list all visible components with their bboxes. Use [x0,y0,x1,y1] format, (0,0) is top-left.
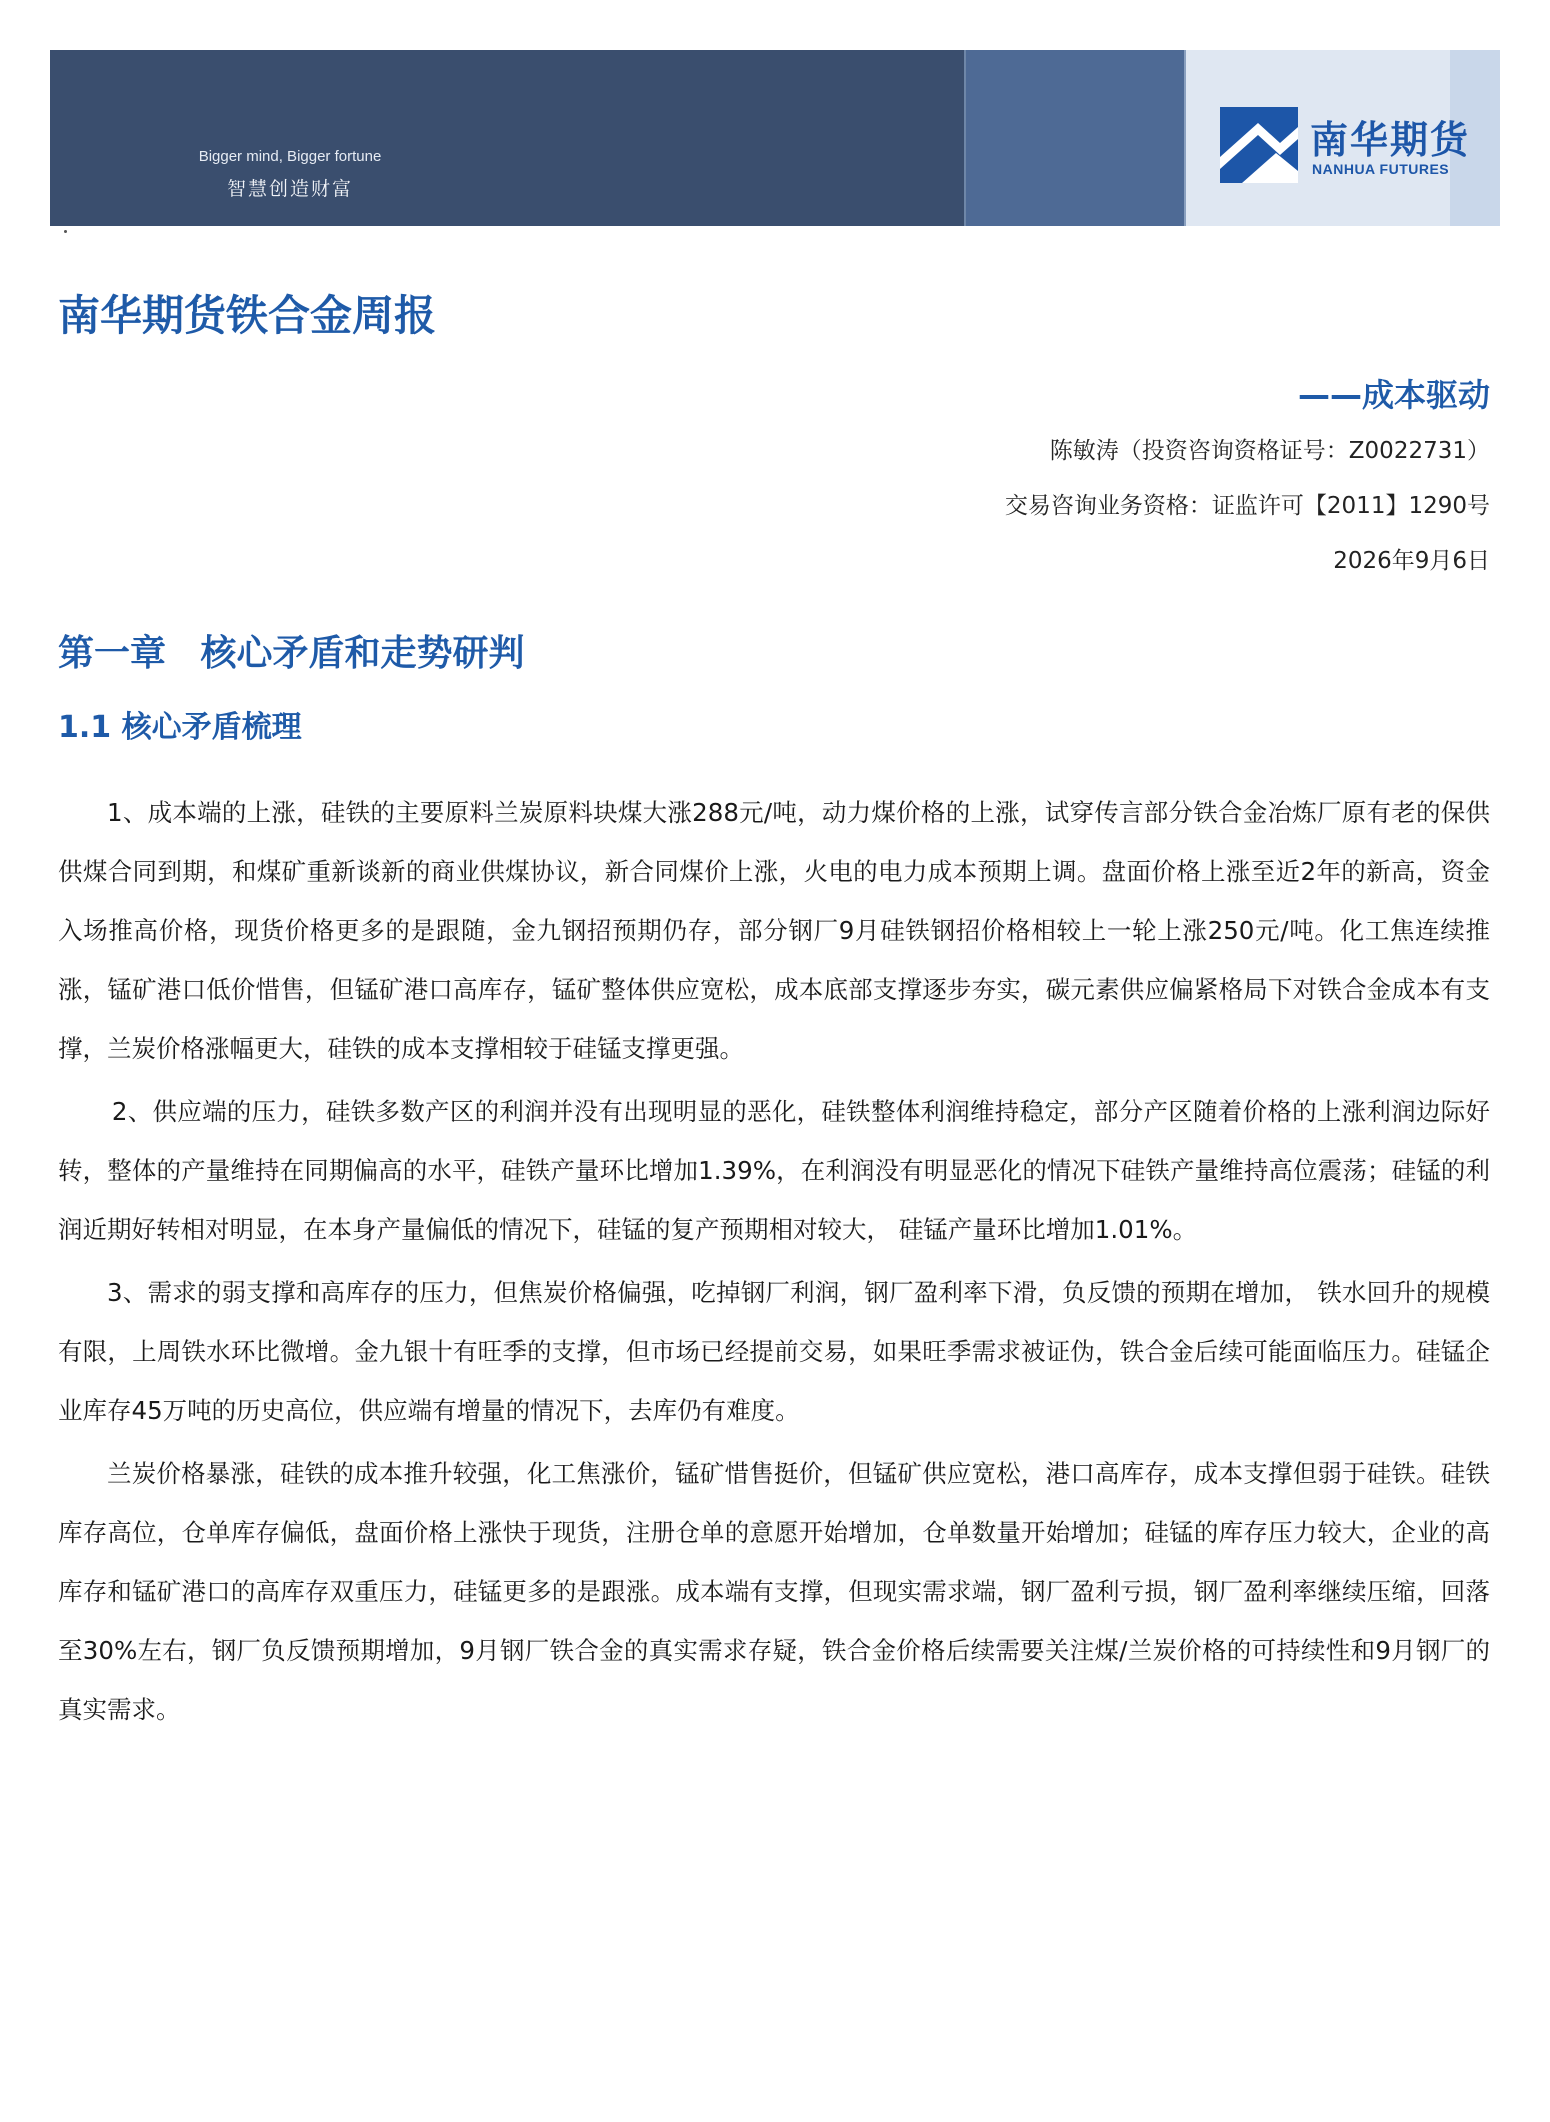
license-line: 交易咨询业务资格：证监许可【2011】1290号 [1004,493,1490,519]
report-subtitle: ——成本驱动 [1297,376,1490,414]
section-heading: 1.1 核心矛盾梳理 [58,710,302,745]
slogan-english: Bigger mind, Bigger fortune [198,148,382,165]
slogan-chinese: 智慧创造财富 [226,178,353,200]
bullet-dot [64,230,67,233]
chapter-heading: 第一章 核心矛盾和走势研判 [58,633,525,674]
company-logo [1218,105,1488,185]
paragraph: 兰炭价格暴涨，硅铁的成本推升较强，化工焦涨价，锰矿惜售挺价，但锰矿供应宽松，港口高库存，成本支撑但弱于硅铁。硅铁库存高位，仓单库存偏低，盘面价格上涨快于现货，注册仓单的意愿开始增加，仓单数量开始增加；硅锰的库存压力较大，企业的高库存和锰矿港口的高库存双重压力，硅锰更多的是跟涨。成本端有支撑，但现实需求端，钢厂盈利亏损，钢厂盈利率继续压缩，回落至30%左右，钢厂负反馈预期增加，9月钢厂铁合金的真实需求存疑，铁合金价格后续需要关注煤/兰炭价格的可持续性和9月钢厂的真实需求。 [58,1459,1490,1724]
banner-stripe [966,50,1184,226]
report-body [58,783,1490,1743]
report-title: 南华期货铁合金周报 [58,291,437,340]
paragraph: 2、供应端的压力，硅铁多数产区的利润并没有出现明显的恶化，硅铁整体利润维持稳定，部分产区随着价格的上涨利润边际好转，整体的产量维持在同期偏高的水平，硅铁产量环比增加1.39%，在利润没有明显恶化的情况下硅铁产量维持高位震荡；硅锰的利润近期好转相对明显，在本身产量偏低的情况下，硅锰的复产预期相对较大， 硅锰产量环比增加1.01%。 [58,1097,1490,1244]
paragraph: 3、需求的弱支撑和高库存的压力，但焦炭价格偏强，吃掉钢厂利润，钢厂盈利率下滑，负反馈的预期在增加， 铁水回升的规模有限，上周铁水环比微增。金九银十有旺季的支撑，但市场已经提前交易，如果旺季需求被证伪，铁合金后续可能面临压力。硅锰企业库存45万吨的历史高位，供应端有增量的情况下，去库仍有难度。 [58,1278,1490,1425]
report-date: 2026年9月6日 [1333,548,1490,574]
paragraph: 1、成本端的上涨，硅铁的主要原料兰炭原料块煤大涨288元/吨，动力煤价格的上涨，试穿传言部分铁合金冶炼厂原有老的保供供煤合同到期，和煤矿重新谈新的商业供煤协议，新合同煤价上涨，火电的电力成本预期上调。盘面价格上涨至近2年的新高，资金入场推高价格，现货价格更多的是跟随，金九钢招预期仍存，部分钢厂9月硅铁钢招价格相较上一轮上涨250元/吨。化工焦连续推涨，锰矿港口低价惜售，但锰矿港口高库存，锰矿整体供应宽松，成本底部支撑逐步夯实，碳元素供应偏紧格局下对铁合金成本有支撑，兰炭价格涨幅更大，硅铁的成本支撑相较于硅锰支撑更强。 [58,798,1490,1063]
header-banner [50,50,1500,226]
nanhua-logo-icon [1218,105,1300,185]
logo-chinese-name: 南华期货 [1310,118,1471,162]
logo-english-name: NANHUA FUTURES [1312,161,1450,177]
author-line: 陈敏涛（投资咨询资格证号：Z0022731） [1049,438,1490,464]
